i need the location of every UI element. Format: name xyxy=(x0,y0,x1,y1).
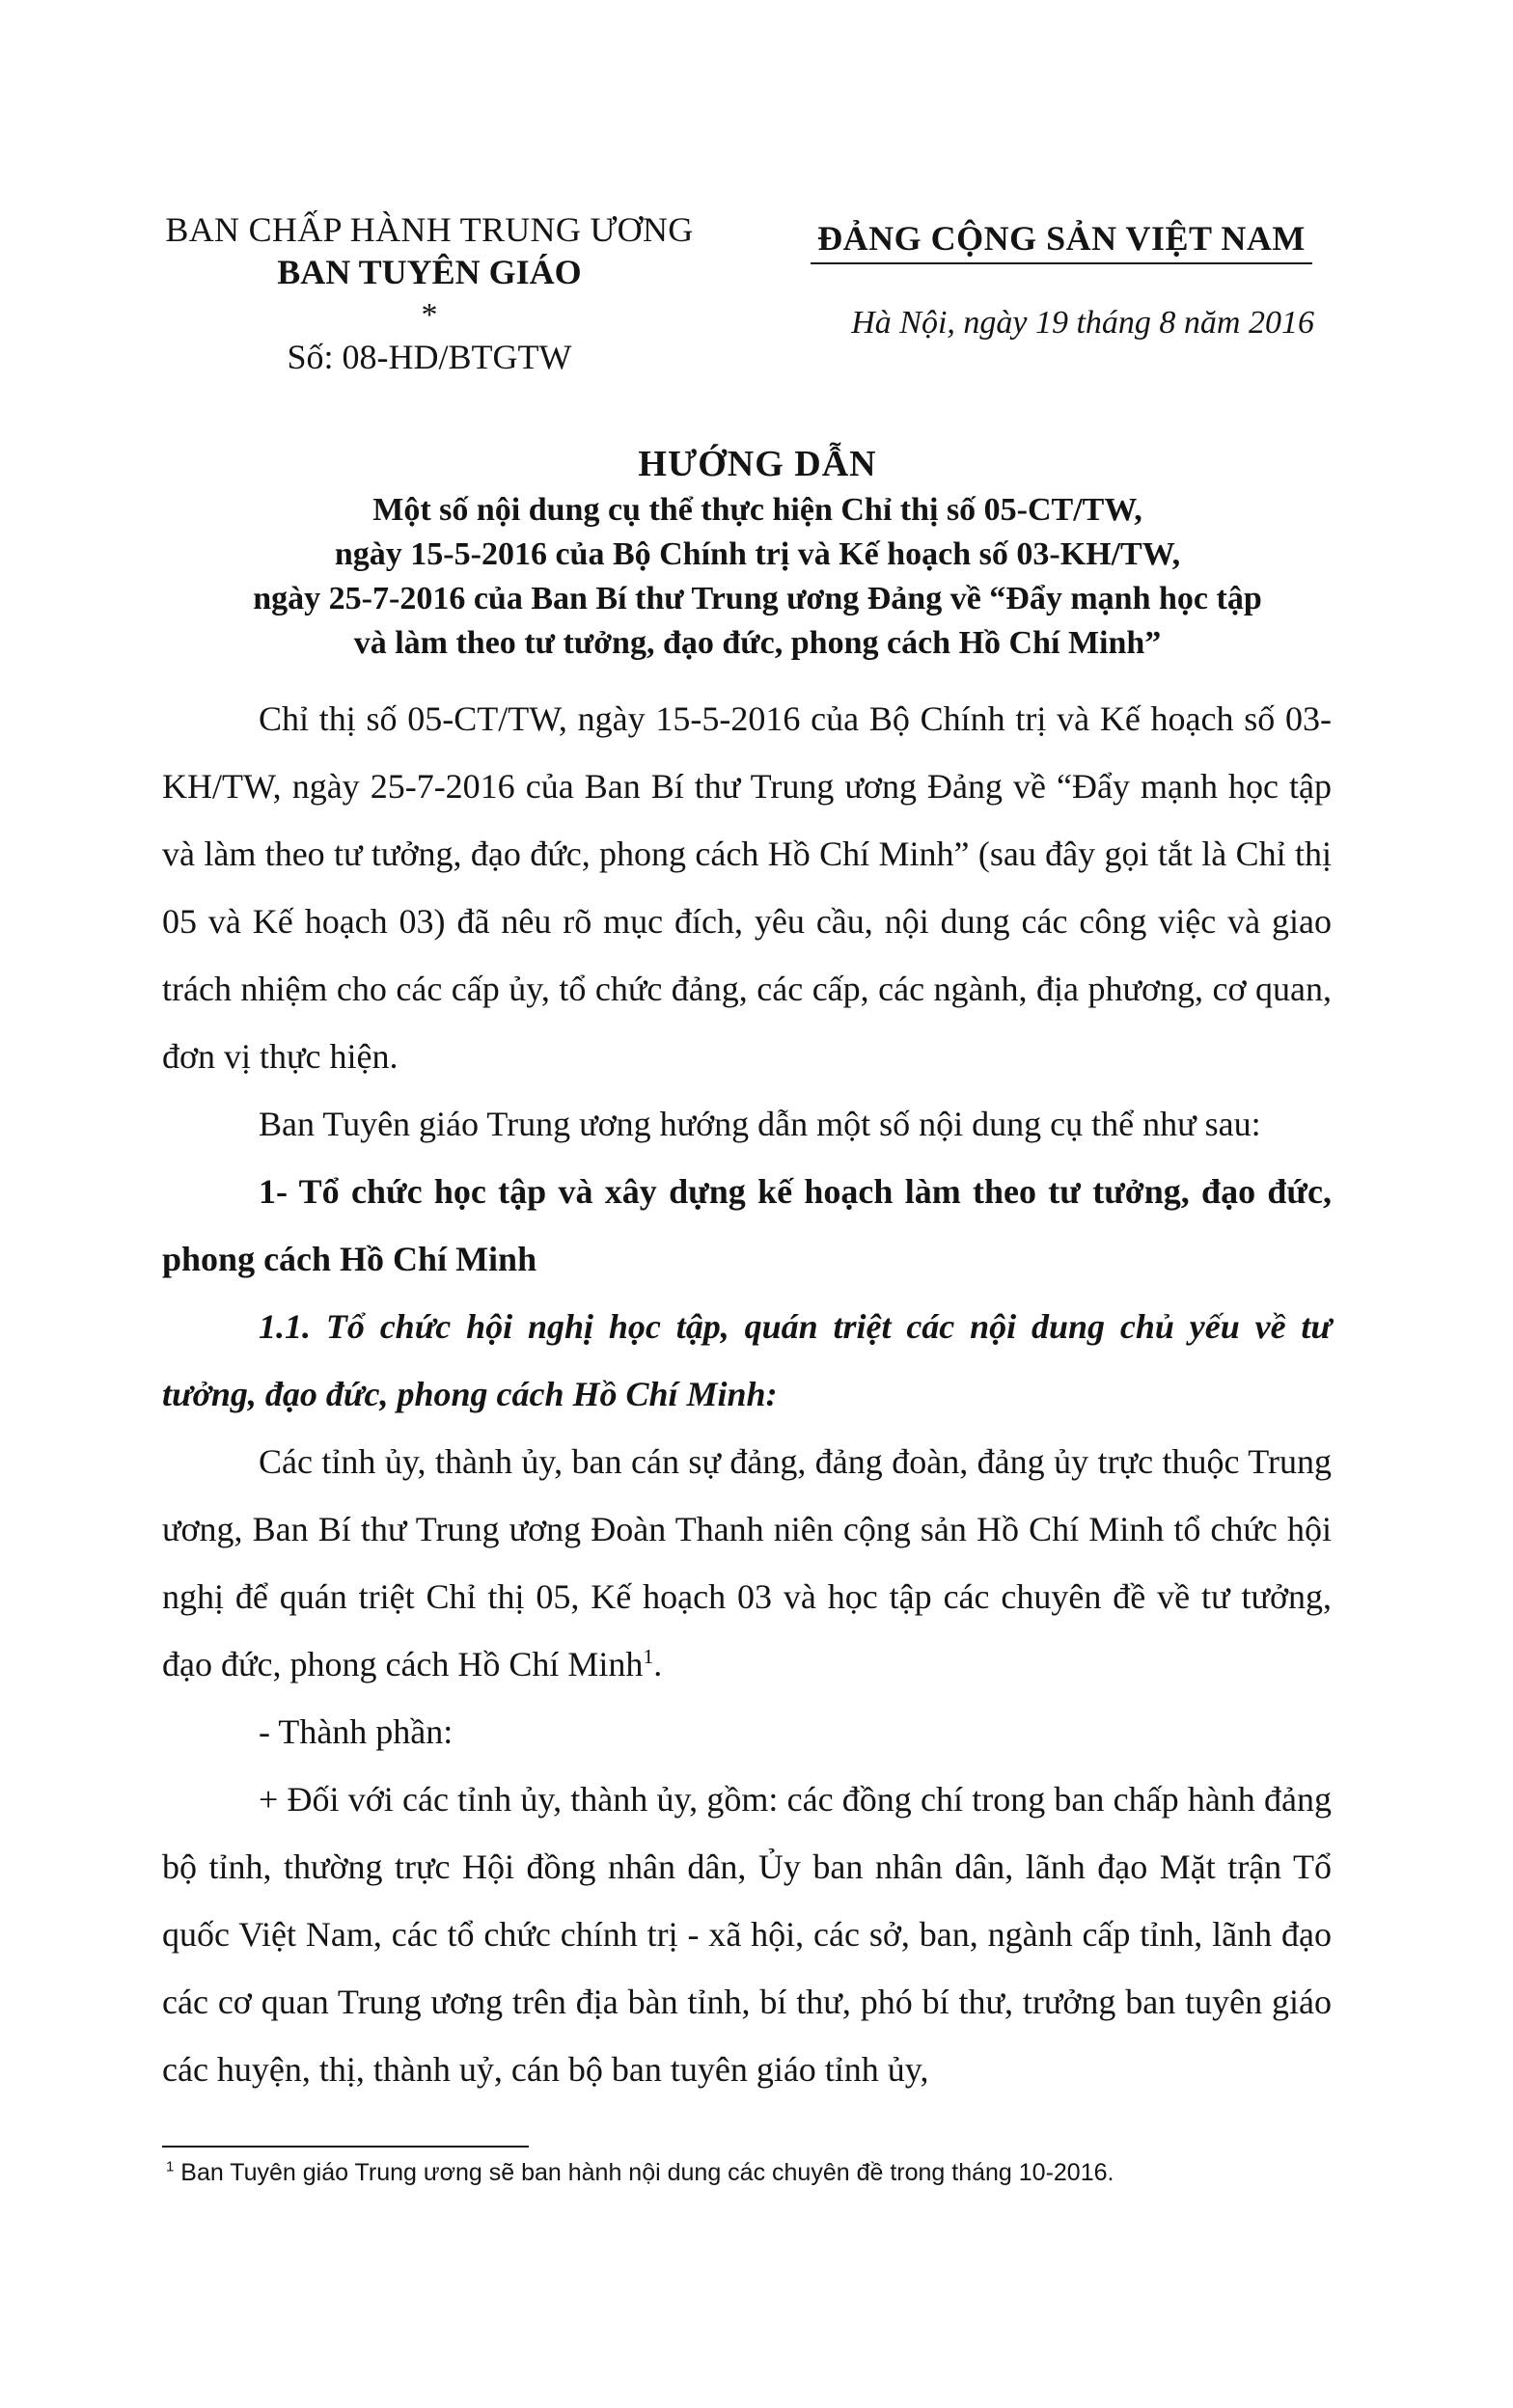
section-heading-1: 1- Tổ chức học tập và xây dựng kế hoạch làm theo tư tưởng, đạo đức, phong cách Hồ Chí Minh xyxy=(162,1172,1332,1278)
title-main: HƯỚNG DẪN xyxy=(638,444,877,484)
paragraph-conference-text: Các tỉnh ủy, thành ủy, ban cán sự đảng, đảng đoàn, đảng ủy trực thuộc Trung ương, Ban Bí thư Trung ương Đoàn Thanh niên cộng sản Hồ Chí Minh tổ chức hội nghị để quán triệt Chỉ thị 05, Kế hoạch 03 và học tập các chuyên đề về tư tưởng, đạo đức, phong cách Hồ Chí Minh xyxy=(162,1442,1332,1683)
central-committee-label: BAN CHẤP HÀNH TRUNG ƯƠNG xyxy=(165,210,694,249)
paragraph-composition: - Thành phần: xyxy=(259,1712,454,1751)
title-line-4: và làm theo tư tưởng, đạo đức, phong cách Hồ Chí Minh” xyxy=(353,625,1162,661)
paragraph-conference-end: . xyxy=(653,1645,663,1683)
party-header-block xyxy=(801,218,1322,342)
document-body xyxy=(162,685,1332,2103)
paragraph-provincial: + Đối với các tỉnh ủy, thành ủy, gồm: các đồng chí trong ban chấp hành đảng bộ tỉnh, thường trực Hội đồng nhân dân, Ủy ban nhân dân, lãnh đạo Mặt trận Tổ quốc Việt Nam, các tổ chức chính trị - xã hội, các sở, ban, ngành cấp tỉnh, lãnh đạo các cơ quan Trung ương trên địa bàn tỉnh, bí thư, phó bí thư, trưởng ban tuyên giáo các huyện, thị, thành uỷ, cán bộ ban tuyên giáo tỉnh ủy, xyxy=(162,1780,1332,2089)
document-number: Số: 08-HD/BTGTW xyxy=(287,338,572,376)
title-line-3: ngày 25-7-2016 của Ban Bí thư Trung ương Đảng về “Đẩy mạnh học tập xyxy=(253,581,1262,616)
party-name-underline xyxy=(811,262,1312,264)
issue-date: Hà Nội, ngày 19 tháng 8 năm 2016 xyxy=(851,305,1314,341)
footnote-mark: 1 xyxy=(166,2158,175,2175)
paragraph-guidance: Ban Tuyên giáo Trung ương hướng dẫn một số nội dung cụ thể như sau: xyxy=(259,1105,1261,1143)
footnote-divider xyxy=(162,2146,529,2148)
footnote-reference[interactable]: 1 xyxy=(643,1645,654,1668)
footnote xyxy=(166,2157,1114,2188)
paragraph-conference xyxy=(162,1428,1332,1698)
propaganda-board-label: BAN TUYÊN GIÁO xyxy=(277,253,582,291)
title-line-2: ngày 15-5-2016 của Bộ Chính trị và Kế hoạch số 03-KH/TW, xyxy=(334,536,1181,572)
party-name: ĐẢNG CỘNG SẢN VIỆT NAM xyxy=(817,219,1306,258)
document-title xyxy=(145,440,1370,666)
section-heading-1-1: 1.1. Tổ chức hội nghị học tập, quán triệt các nội dung chủ yếu về tư tưởng, đạo đức, phong cách Hồ Chí Minh: xyxy=(162,1307,1332,1413)
title-line-1: Một số nội dung cụ thể thực hiện Chỉ thị số 05-CT/TW, xyxy=(372,492,1142,528)
footnote-text: Ban Tuyên giáo Trung ương sẽ ban hành nội dung các chuyên đề trong tháng 10-2016. xyxy=(174,2159,1114,2186)
issuing-agency-block xyxy=(145,208,714,378)
paragraph-intro: Chỉ thị số 05-CT/TW, ngày 15-5-2016 của Bộ Chính trị và Kế hoạch số 03-KH/TW, ngày 25-7-2016 của Ban Bí thư Trung ương Đảng về “Đẩy mạnh học tập và làm theo tư tưởng, đạo đức, phong cách Hồ Chí Minh” (sau đây gọi tắt là Chỉ thị 05 và Kế hoạch 03) đã nêu rõ mục đích, yêu cầu, nội dung các công việc và giao trách nhiệm cho các cấp ủy, tổ chức đảng, các cấp, các ngành, địa phương, cơ quan, đơn vị thực hiện. xyxy=(162,699,1332,1076)
star-mark: * xyxy=(421,297,438,333)
